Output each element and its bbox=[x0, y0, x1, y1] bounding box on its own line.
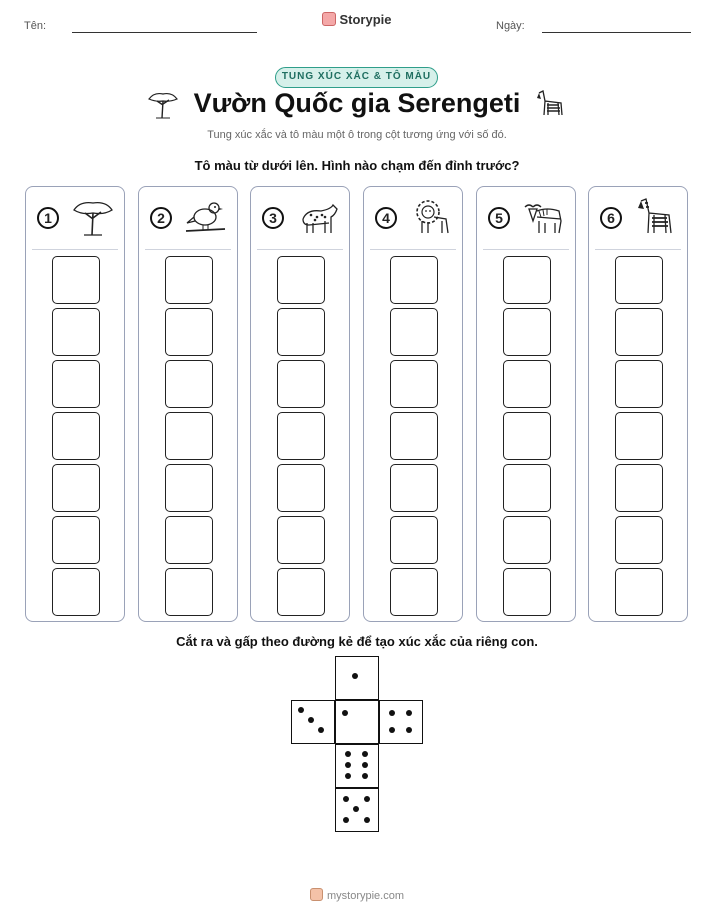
color-cell[interactable] bbox=[615, 360, 663, 408]
column-divider bbox=[370, 249, 456, 250]
color-cell[interactable] bbox=[277, 360, 325, 408]
acacia-tree-icon bbox=[70, 195, 116, 241]
die-pip bbox=[353, 806, 359, 812]
race-column-3 bbox=[250, 186, 350, 622]
zebra-icon bbox=[633, 195, 679, 241]
brand-logo bbox=[0, 12, 714, 27]
column-divider bbox=[32, 249, 118, 250]
zebra-icon bbox=[533, 89, 567, 123]
color-cell[interactable] bbox=[277, 256, 325, 304]
column-number: 3 bbox=[262, 207, 284, 229]
race-column-1 bbox=[25, 186, 125, 622]
column-number: 1 bbox=[37, 207, 59, 229]
page-subtitle: Tung xúc xắc và tô màu một ô trong cột tương ứng với số đó. bbox=[207, 129, 507, 141]
color-cell[interactable] bbox=[503, 464, 551, 512]
hyena-icon bbox=[295, 195, 341, 241]
die-face-1 bbox=[335, 656, 379, 700]
color-cell[interactable] bbox=[165, 256, 213, 304]
color-cell[interactable] bbox=[615, 464, 663, 512]
die-face-3 bbox=[291, 700, 335, 744]
color-cell[interactable] bbox=[503, 256, 551, 304]
die-pip bbox=[345, 762, 351, 768]
color-cell[interactable] bbox=[615, 412, 663, 460]
wildebeest-icon bbox=[521, 195, 567, 241]
color-cell[interactable] bbox=[277, 308, 325, 356]
footer bbox=[0, 888, 714, 902]
die-pip bbox=[352, 673, 358, 679]
color-cell[interactable] bbox=[615, 568, 663, 616]
color-cell[interactable] bbox=[52, 412, 100, 460]
die-pip bbox=[345, 751, 351, 757]
activity-badge: TUNG XÚC XẮC & TÔ MÀU bbox=[275, 67, 438, 88]
die-face-5 bbox=[335, 788, 379, 832]
color-cell[interactable] bbox=[277, 568, 325, 616]
brand-name: Storypie bbox=[339, 12, 392, 27]
storypie-logo-icon bbox=[310, 888, 323, 901]
color-cell[interactable] bbox=[52, 516, 100, 564]
date-line bbox=[542, 32, 691, 33]
storypie-logo-icon bbox=[322, 12, 336, 26]
race-instruction: Tô màu từ dưới lên. Hình nào chạm đến đỉnh trước? bbox=[194, 158, 520, 173]
color-cell[interactable] bbox=[165, 360, 213, 408]
die-face-1 bbox=[335, 700, 379, 744]
color-cell[interactable] bbox=[390, 568, 438, 616]
page-title: Vườn Quốc gia Serengeti bbox=[193, 88, 521, 118]
die-pip bbox=[343, 817, 349, 823]
color-cell[interactable] bbox=[503, 568, 551, 616]
color-cell[interactable] bbox=[390, 464, 438, 512]
die-pip bbox=[389, 727, 395, 733]
die-pip bbox=[362, 773, 368, 779]
column-number: 5 bbox=[488, 207, 510, 229]
die-pip bbox=[318, 727, 324, 733]
column-number: 6 bbox=[600, 207, 622, 229]
color-cell[interactable] bbox=[390, 360, 438, 408]
name-label: Tên: bbox=[24, 20, 47, 32]
die-pip bbox=[342, 710, 348, 716]
column-divider bbox=[595, 249, 681, 250]
color-cell[interactable] bbox=[277, 516, 325, 564]
cut-instruction: Cắt ra và gấp theo đường kẻ để tạo xúc xắc của riêng con. bbox=[176, 634, 538, 649]
color-cell[interactable] bbox=[52, 360, 100, 408]
race-column-6 bbox=[588, 186, 688, 622]
color-cell[interactable] bbox=[277, 464, 325, 512]
color-cell[interactable] bbox=[165, 308, 213, 356]
color-cell[interactable] bbox=[503, 516, 551, 564]
column-divider bbox=[145, 249, 231, 250]
color-cell[interactable] bbox=[390, 308, 438, 356]
color-cell[interactable] bbox=[503, 412, 551, 460]
color-cell[interactable] bbox=[52, 256, 100, 304]
color-cell[interactable] bbox=[390, 256, 438, 304]
column-number: 4 bbox=[375, 207, 397, 229]
race-column-2 bbox=[138, 186, 238, 622]
die-pip bbox=[406, 727, 412, 733]
die-pip bbox=[345, 773, 351, 779]
date-label: Ngày: bbox=[496, 20, 525, 32]
column-number: 2 bbox=[150, 207, 172, 229]
die-pip bbox=[389, 710, 395, 716]
column-divider bbox=[257, 249, 343, 250]
die-pip bbox=[343, 796, 349, 802]
die-pip bbox=[406, 710, 412, 716]
color-cell[interactable] bbox=[165, 568, 213, 616]
color-cell[interactable] bbox=[165, 464, 213, 512]
die-pip bbox=[364, 796, 370, 802]
color-cell[interactable] bbox=[503, 360, 551, 408]
color-cell[interactable] bbox=[277, 412, 325, 460]
bird-icon bbox=[183, 195, 229, 241]
color-cell[interactable] bbox=[615, 516, 663, 564]
die-pip bbox=[364, 817, 370, 823]
die-pip bbox=[362, 751, 368, 757]
footer-url[interactable]: mystorypie.com bbox=[326, 890, 405, 902]
color-cell[interactable] bbox=[615, 308, 663, 356]
color-cell[interactable] bbox=[52, 568, 100, 616]
die-pip bbox=[362, 762, 368, 768]
column-divider bbox=[483, 249, 569, 250]
color-cell[interactable] bbox=[165, 412, 213, 460]
die-face-4 bbox=[379, 700, 423, 744]
color-cell[interactable] bbox=[615, 256, 663, 304]
race-column-5 bbox=[476, 186, 576, 622]
color-cell[interactable] bbox=[503, 308, 551, 356]
die-face-6 bbox=[335, 744, 379, 788]
die-pip bbox=[298, 707, 304, 713]
color-cell[interactable] bbox=[52, 308, 100, 356]
lion-icon bbox=[408, 195, 454, 241]
color-cell[interactable] bbox=[390, 516, 438, 564]
name-line bbox=[72, 32, 257, 33]
color-cell[interactable] bbox=[165, 516, 213, 564]
die-pip bbox=[308, 717, 314, 723]
color-cell[interactable] bbox=[390, 412, 438, 460]
race-column-4 bbox=[363, 186, 463, 622]
color-cell[interactable] bbox=[52, 464, 100, 512]
